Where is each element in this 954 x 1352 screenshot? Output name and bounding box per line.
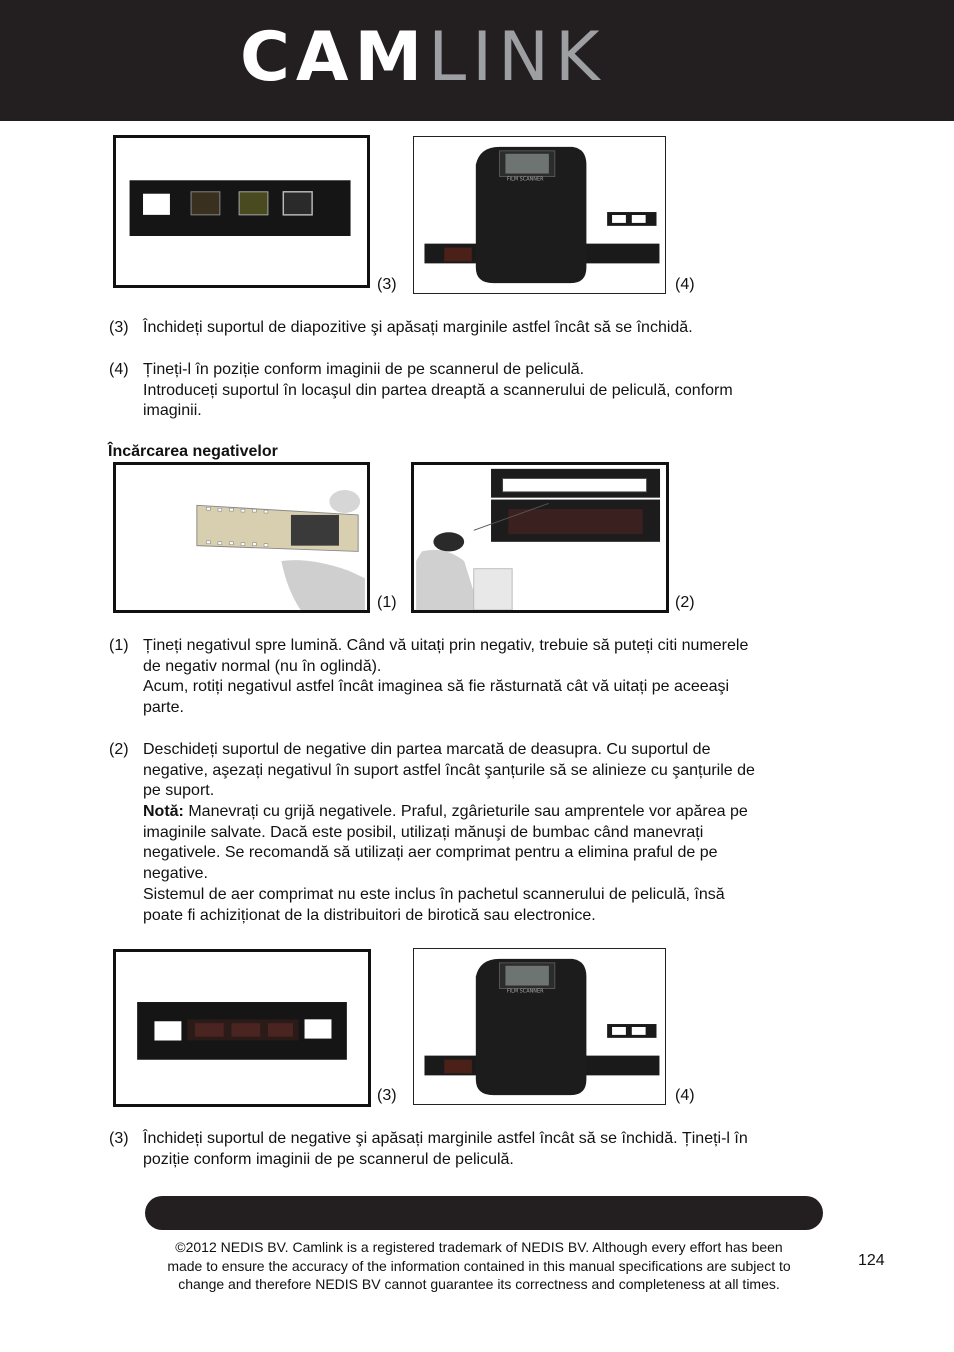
negative-holder-open-image [411, 462, 669, 613]
scanner-label: FILM SCANNER [506, 176, 544, 183]
step-number: (3) [109, 319, 129, 336]
step-number: (4) [109, 361, 129, 378]
slide-holder-closed-image [113, 135, 370, 288]
step-number: (1) [109, 637, 129, 654]
step-text-line: Sistemul de aer comprimat nu este inclus în pachetul scannerului de peliculă, însă [143, 886, 725, 903]
footer-line: ©2012 NEDIS BV. Camlink is a registered trademark of NEDIS BV. Although every effort has been [175, 1239, 783, 1255]
footer-bar [145, 1196, 823, 1230]
step-text-line: Țineți-l în poziție conform imaginii de pe scannerul de peliculă. [143, 361, 585, 378]
footer-line: made to ensure the accuracy of the information contained in this manual specifications are subject to [167, 1257, 791, 1274]
step-text-line: Acum, rotiți negativul astfel încât imaginea să fie răsturnată cât vă uitați pe aceeaşi [143, 678, 730, 695]
negative-strip-hand-image [113, 462, 370, 613]
logo-cam: CAM [240, 18, 429, 97]
figure-caption: (4) [675, 276, 695, 293]
note-text: Manevrați cu grijă negativele. Praful, zgârieturile sau amprentele vor apărea pe [183, 803, 748, 820]
figure-caption: (3) [377, 1087, 397, 1104]
header-bar [0, 0, 954, 121]
step-text-line: negative. [143, 865, 208, 882]
negative-holder-closed-image [113, 949, 371, 1107]
film-scanner-image [413, 948, 666, 1105]
step-text-line: poate fi achiziționat de la distribuitori de birotică sau electronice. [143, 906, 596, 924]
step-text-line: Închideți suportul de diapozitive şi apăsați marginile astfel încât să se închidă. [143, 319, 693, 336]
camlink-logo [240, 18, 606, 97]
footer-line: change and therefore NEDIS BV cannot guarantee its correctness and completeness at all times. [178, 1276, 780, 1292]
step-text-line: imaginile salvate. Dacă este posibil, utilizați mănuşi de bumbac când manevrați [143, 823, 704, 841]
step-text-line: de negativ normal (nu în oglindă). [143, 657, 382, 675]
figure-caption: (4) [675, 1087, 695, 1104]
section-heading: Încărcarea negativelor [108, 443, 278, 460]
step-text-line: Introduceți suportul în locaşul din partea dreaptă a scannerului de peliculă, conform [143, 381, 733, 399]
step-number: (2) [109, 741, 129, 758]
page-number: 124 [858, 1252, 885, 1269]
step-text-line: Deschideți suportul de negative din partea marcată de deasupra. Cu suportul de [143, 741, 711, 758]
film-scanner-image [413, 136, 666, 294]
scanner-label: FILM SCANNER [506, 988, 544, 995]
figure-caption: (3) [377, 276, 397, 293]
step-text-line: Țineți negativul spre lumină. Când vă uitați prin negativ, trebuie să puteți citi numerele [143, 637, 749, 654]
footer-copyright [120, 1238, 838, 1294]
figure-caption: (2) [675, 594, 695, 611]
step-text-line: poziție conform imaginii de pe scannerul de peliculă. [143, 1150, 514, 1168]
note-label: Notă: [143, 803, 184, 820]
step-text-line: negative, aşezați negativul în suport astfel încât şanțurile să se alinieze cu şanțurile de [143, 761, 755, 779]
step-text-line: Închideți suportul de negative şi apăsați marginile astfel încât să se închidă. Țineți-l în [143, 1130, 748, 1147]
step-text-line: negativele. Se recomandă să utilizați aer comprimat pentru a elimina praful de pe [143, 844, 718, 861]
note-line [143, 802, 748, 823]
step-number: (3) [109, 1130, 129, 1147]
step-text-line: pe suport. [143, 782, 215, 799]
step-text-line: imaginii. [143, 402, 202, 419]
figure-caption: (1) [377, 594, 397, 611]
step-text-line: parte. [143, 698, 184, 716]
logo-link: LINK [428, 18, 606, 97]
